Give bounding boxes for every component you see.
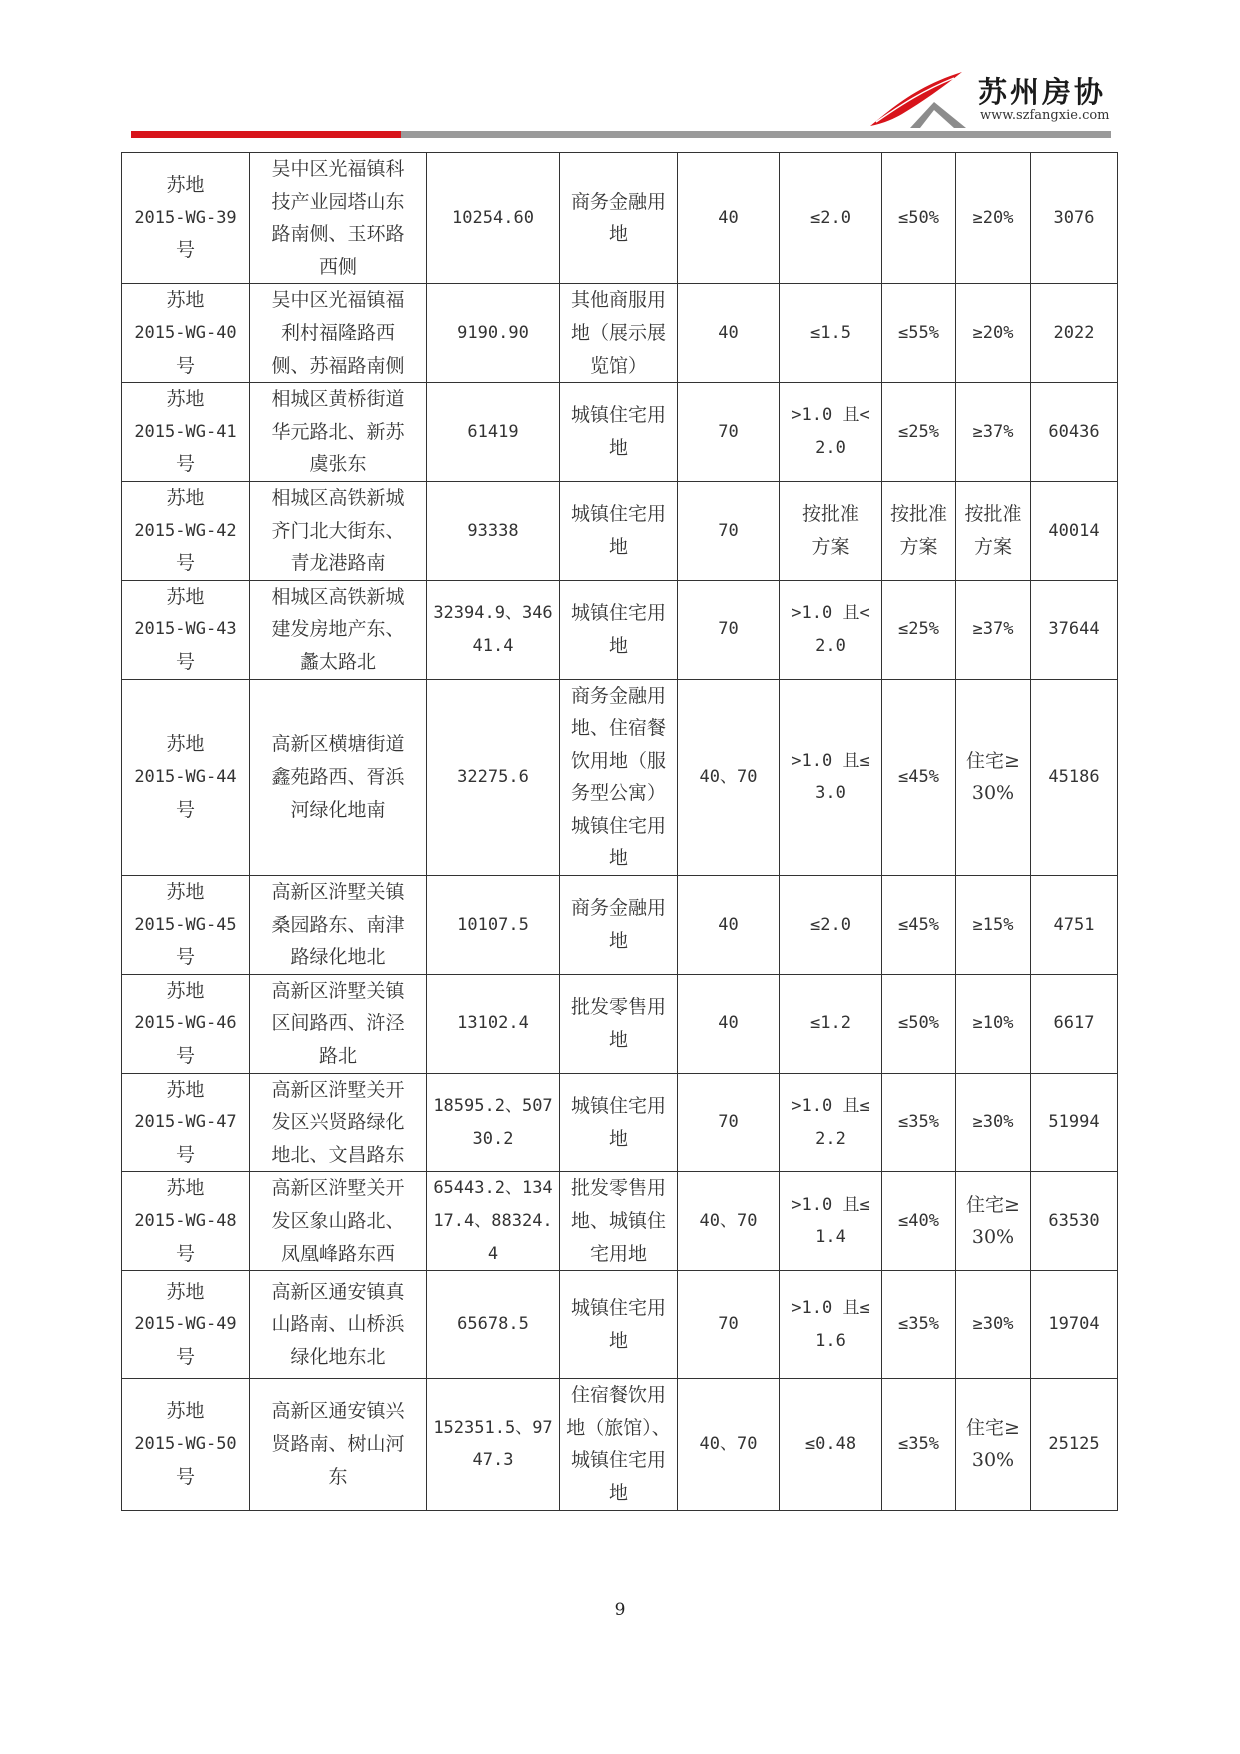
land-use-cell: 批发零售用地、城镇住宅用地 (560, 1172, 678, 1271)
plot-ratio-cell: >1.0 且<2.0 (780, 580, 882, 679)
parcel-id-id-line1: 苏地 (166, 289, 205, 312)
area-cell: 10107.5 (427, 876, 560, 975)
term-years-cell: 40、70 (678, 679, 780, 876)
area-cell: 13102.4 (427, 974, 560, 1073)
plot-ratio-cell: >1.0 且≤3.0 (780, 679, 882, 876)
parcel-id-id-line3: 号 (175, 239, 195, 262)
price-cell: 40014 (1031, 481, 1118, 580)
parcel-id-cell (122, 481, 250, 580)
land-use-cell: 商务金融用地 (560, 153, 678, 284)
table-row (122, 1271, 1118, 1379)
parcel-id-id-line1: 苏地 (166, 1400, 205, 1423)
parcel-id-id-line1: 苏地 (166, 1078, 205, 1101)
parcel-id-cell (122, 580, 250, 679)
address-cell: 高新区浒墅关镇桑园路东、南津路绿化地北 (250, 876, 427, 975)
parcel-id-id-line1: 苏地 (166, 1177, 205, 1200)
parcel-id-id-line2: 2015-WG-46 (134, 1013, 237, 1034)
land-use-cell: 城镇住宅用地 (560, 383, 678, 482)
building-density-cell: ≤50% (882, 974, 956, 1073)
parcel-id-id-line1: 苏地 (166, 881, 205, 904)
parcel-id-id-line2: 2015-WG-44 (134, 766, 237, 787)
parcel-id-id-line3: 号 (175, 946, 195, 969)
building-density-cell: ≤55% (882, 284, 956, 383)
area-cell: 93338 (427, 481, 560, 580)
price-cell: 3076 (1031, 153, 1118, 284)
address-cell: 吴中区光福镇福利村福隆路西侧、苏福路南侧 (250, 284, 427, 383)
page-header (0, 0, 1240, 150)
green-ratio-cell: 按批准方案 (956, 481, 1031, 580)
price-cell: 4751 (1031, 876, 1118, 975)
term-years-cell: 40 (678, 876, 780, 975)
parcel-id-cell (122, 679, 250, 876)
parcel-id-id-line1: 苏地 (166, 1280, 205, 1303)
parcel-id-cell (122, 876, 250, 975)
green-ratio-cell: 住宅≥30% (956, 1172, 1031, 1271)
logo-url: www.szfangxie.com (980, 108, 1110, 123)
green-ratio-cell: 住宅≥30% (956, 1379, 1031, 1510)
parcel-id-cell (122, 974, 250, 1073)
address-cell: 吴中区光福镇科技产业园塔山东路南侧、玉环路西侧 (250, 153, 427, 284)
green-ratio-cell: ≥37% (956, 580, 1031, 679)
land-use-cell: 其他商服用地（展示展览馆） (560, 284, 678, 383)
term-years-cell: 70 (678, 1073, 780, 1172)
parcel-id-id-line2: 2015-WG-39 (134, 207, 237, 228)
parcel-id-id-line2: 2015-WG-40 (134, 322, 237, 343)
parcel-id-id-line3: 号 (175, 1345, 195, 1368)
area-cell: 61419 (427, 383, 560, 482)
term-years-cell: 40 (678, 974, 780, 1073)
table-row (122, 679, 1118, 876)
land-use-cell: 批发零售用地 (560, 974, 678, 1073)
area-cell: 65678.5 (427, 1271, 560, 1379)
building-density-cell: ≤45% (882, 876, 956, 975)
building-density-cell: ≤45% (882, 679, 956, 876)
price-cell: 6617 (1031, 974, 1118, 1073)
parcel-id-cell (122, 1271, 250, 1379)
price-cell: 63530 (1031, 1172, 1118, 1271)
green-ratio-cell: ≥15% (956, 876, 1031, 975)
land-use-cell: 住宿餐饮用地（旅馆）、城镇住宅用地 (560, 1379, 678, 1510)
table-row (122, 481, 1118, 580)
green-ratio-cell: ≥30% (956, 1073, 1031, 1172)
price-cell: 60436 (1031, 383, 1118, 482)
price-cell: 45186 (1031, 679, 1118, 876)
land-parcel-table (121, 152, 1118, 1511)
parcel-id-id-line2: 2015-WG-45 (134, 914, 237, 935)
parcel-id-cell (122, 153, 250, 284)
table-row (122, 383, 1118, 482)
land-use-cell: 商务金融用地、住宿餐饮用地（服务型公寓）城镇住宅用地 (560, 679, 678, 876)
parcel-id-id-line2: 2015-WG-42 (134, 520, 237, 541)
land-use-cell: 城镇住宅用地 (560, 1073, 678, 1172)
area-cell: 32275.6 (427, 679, 560, 876)
building-density-cell: 按批准方案 (882, 481, 956, 580)
term-years-cell: 70 (678, 383, 780, 482)
table-row (122, 284, 1118, 383)
green-ratio-cell: ≥10% (956, 974, 1031, 1073)
plot-ratio-cell: ≤1.2 (780, 974, 882, 1073)
price-cell: 2022 (1031, 284, 1118, 383)
term-years-cell: 70 (678, 1271, 780, 1379)
table-row (122, 1379, 1118, 1510)
parcel-id-cell (122, 1073, 250, 1172)
area-cell: 9190.90 (427, 284, 560, 383)
header-rule-gray (401, 131, 1111, 138)
address-cell: 高新区浒墅关镇区间路西、浒泾路北 (250, 974, 427, 1073)
term-years-cell: 40、70 (678, 1172, 780, 1271)
building-density-cell: ≤25% (882, 580, 956, 679)
land-table-body (122, 153, 1118, 1511)
parcel-id-id-line3: 号 (175, 650, 195, 673)
parcel-id-id-line1: 苏地 (166, 174, 205, 197)
parcel-id-id-line3: 号 (175, 798, 195, 821)
parcel-id-cell (122, 1172, 250, 1271)
parcel-id-id-line1: 苏地 (166, 486, 205, 509)
address-cell: 高新区浒墅关开发区象山路北、凤凰峰路东西 (250, 1172, 427, 1271)
logo-name: 苏州房协 (978, 75, 1107, 109)
price-cell: 19704 (1031, 1271, 1118, 1379)
address-cell: 相城区黄桥街道华元路北、新苏虞张东 (250, 383, 427, 482)
parcel-id-id-line3: 号 (175, 1465, 195, 1488)
plot-ratio-cell: >1.0 且≤1.6 (780, 1271, 882, 1379)
address-cell: 相城区高铁新城建发房地产东、蠡太路北 (250, 580, 427, 679)
green-ratio-cell: ≥20% (956, 153, 1031, 284)
parcel-id-id-line3: 号 (175, 1143, 195, 1166)
parcel-id-id-line2: 2015-WG-50 (134, 1434, 237, 1455)
plot-ratio-cell: >1.0 且≤1.4 (780, 1172, 882, 1271)
address-cell: 高新区通安镇真山路南、山桥浜绿化地东北 (250, 1271, 427, 1379)
area-cell: 18595.2、50730.2 (427, 1073, 560, 1172)
table-row (122, 1073, 1118, 1172)
parcel-id-id-line2: 2015-WG-47 (134, 1112, 237, 1133)
green-ratio-cell: ≥30% (956, 1271, 1031, 1379)
parcel-id-id-line3: 号 (175, 453, 195, 476)
land-use-cell: 城镇住宅用地 (560, 1271, 678, 1379)
parcel-id-id-line2: 2015-WG-43 (134, 619, 237, 640)
land-use-cell: 城镇住宅用地 (560, 481, 678, 580)
building-density-cell: ≤25% (882, 383, 956, 482)
area-cell: 152351.5、9747.3 (427, 1379, 560, 1510)
price-cell: 37644 (1031, 580, 1118, 679)
land-use-cell: 城镇住宅用地 (560, 580, 678, 679)
price-cell: 25125 (1031, 1379, 1118, 1510)
parcel-id-cell (122, 1379, 250, 1510)
parcel-id-id-line3: 号 (175, 1045, 195, 1068)
plot-ratio-cell: ≤1.5 (780, 284, 882, 383)
table-row (122, 1172, 1118, 1271)
table-row (122, 153, 1118, 284)
term-years-cell: 40 (678, 153, 780, 284)
green-ratio-cell: ≥37% (956, 383, 1031, 482)
green-ratio-cell: 住宅≥30% (956, 679, 1031, 876)
building-density-cell: ≤35% (882, 1073, 956, 1172)
building-density-cell: ≤35% (882, 1379, 956, 1510)
plot-ratio-cell: ≤0.48 (780, 1379, 882, 1510)
parcel-id-id-line1: 苏地 (166, 979, 205, 1002)
green-ratio-cell: ≥20% (956, 284, 1031, 383)
area-cell: 32394.9、34641.4 (427, 580, 560, 679)
parcel-id-id-line1: 苏地 (166, 733, 205, 756)
red-feather-quill-icon (862, 68, 972, 130)
table-row (122, 876, 1118, 975)
address-cell: 高新区浒墅关开发区兴贤路绿化地北、文昌路东 (250, 1073, 427, 1172)
building-density-cell: ≤40% (882, 1172, 956, 1271)
parcel-id-id-line2: 2015-WG-48 (134, 1211, 237, 1231)
plot-ratio-cell: ≤2.0 (780, 876, 882, 975)
land-use-cell: 商务金融用地 (560, 876, 678, 975)
parcel-id-id-line3: 号 (175, 552, 195, 575)
header-rule-red (131, 131, 401, 138)
parcel-id-id-line1: 苏地 (166, 585, 205, 608)
parcel-id-id-line2: 2015-WG-41 (134, 421, 237, 442)
table-row (122, 580, 1118, 679)
address-cell: 高新区通安镇兴贤路南、树山河东 (250, 1379, 427, 1510)
price-cell: 51994 (1031, 1073, 1118, 1172)
address-cell: 高新区横塘街道鑫苑路西、胥浜河绿化地南 (250, 679, 427, 876)
parcel-id-id-line1: 苏地 (166, 388, 205, 411)
term-years-cell: 40 (678, 284, 780, 383)
plot-ratio-cell: >1.0 且≤2.2 (780, 1073, 882, 1172)
address-cell: 相城区高铁新城齐门北大街东、青龙港路南 (250, 481, 427, 580)
parcel-id-cell (122, 284, 250, 383)
building-density-cell: ≤50% (882, 153, 956, 284)
parcel-id-id-line3: 号 (175, 354, 195, 377)
area-cell: 65443.2、13417.4、88324.4 (427, 1172, 560, 1271)
plot-ratio-cell: >1.0 且<2.0 (780, 383, 882, 482)
parcel-id-id-line3: 号 (175, 1242, 195, 1265)
plot-ratio-cell: ≤2.0 (780, 153, 882, 284)
area-cell: 10254.60 (427, 153, 560, 284)
parcel-id-id-line2: 2015-WG-49 (134, 1314, 237, 1335)
term-years-cell: 70 (678, 580, 780, 679)
table-row (122, 974, 1118, 1073)
term-years-cell: 70 (678, 481, 780, 580)
plot-ratio-cell: 按批准方案 (780, 481, 882, 580)
building-density-cell: ≤35% (882, 1271, 956, 1379)
parcel-id-cell (122, 383, 250, 482)
page-number: 9 (614, 1600, 626, 1620)
term-years-cell: 40、70 (678, 1379, 780, 1510)
